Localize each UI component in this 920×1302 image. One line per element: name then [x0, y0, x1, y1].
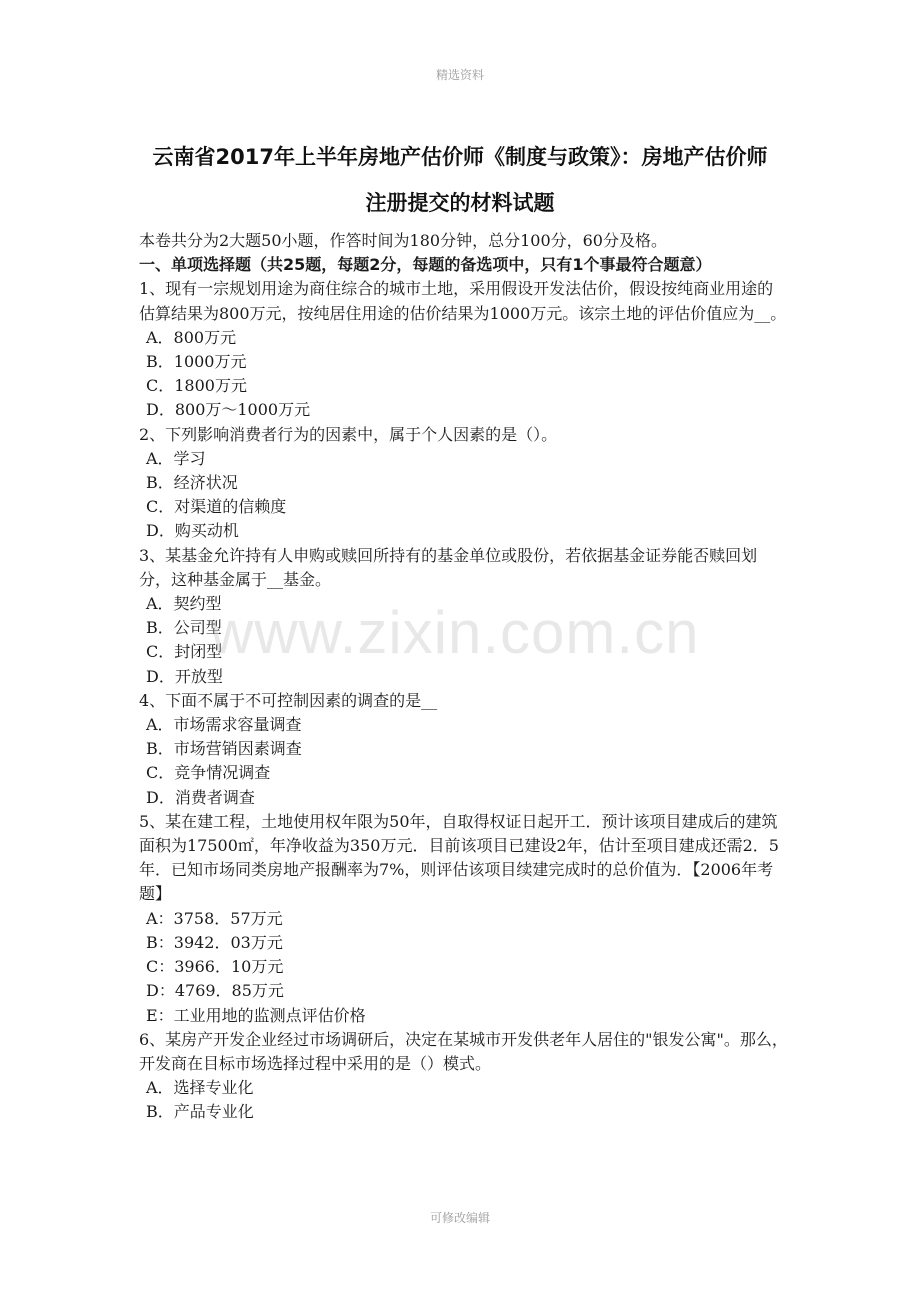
- answer-option: A．选择专业化: [146, 1078, 254, 1098]
- page-footer-note: 可修改编辑: [429, 1211, 490, 1225]
- watermark: www.zixin.com.cn: [210, 599, 700, 666]
- document-title-line-2: 注册提交的材料试题: [365, 191, 555, 215]
- question-stem: 2、下列影响消费者行为的因素中，属于个人因素的是（）。: [139, 424, 558, 444]
- question-stem: 5、某在建工程，土地使用权年限为50年，自取得权证日起开工．预计该项目建成后的建筑面积为17500㎡，年净收益为350万元．目前该项目已建设2年，估计至项目建成还需2．5年．已知市场同类房地产报酬率为7%，则评估该项目续建完成时的总价值为．【2006年考题】: [139, 811, 779, 904]
- answer-option: A：3758．57万元: [146, 908, 283, 928]
- answer-option: A．契约型: [146, 594, 222, 614]
- question-stem: 1、现有一宗规划用途为商住综合的城市土地，采用假设开发法估价，假设按纯商业用途的估算结果为800万元，按纯居住用途的估价结果为1000万元。该宗土地的评估价值应为__。: [139, 279, 787, 323]
- answer-option: C：3966．10万元: [146, 957, 284, 977]
- answer-option: C．竞争情况调查: [146, 763, 271, 783]
- answer-option: D．开放型: [146, 666, 223, 686]
- question-list: [139, 277, 789, 1124]
- question-stem: 4、下面不属于不可控制因素的调查的是__: [139, 690, 438, 710]
- answer-option: B．经济状况: [146, 473, 238, 493]
- answer-option: B：3942．03万元: [146, 932, 283, 952]
- answer-option: A．学习: [146, 448, 206, 468]
- question-4: [139, 689, 789, 810]
- exam-content: [139, 229, 789, 1125]
- answer-option: C．对渠道的信赖度: [146, 497, 287, 517]
- question-stem: 6、某房产开发企业经过市场调研后，决定在某城市开发供老年人居住的"银发公寓"。那么，开发商在目标市场选择过程中采用的是（）模式。: [139, 1029, 788, 1073]
- question-1: [139, 277, 789, 422]
- answer-option: D．800万～1000万元: [146, 400, 311, 420]
- page-header-note: 精选资料: [435, 68, 484, 82]
- question-6: [139, 1028, 789, 1125]
- answer-option: B．公司型: [146, 618, 222, 638]
- answer-option: E：工业用地的监测点评估价格: [146, 1005, 366, 1025]
- answer-option: A．市场需求容量调查: [146, 715, 302, 735]
- answer-option: B．1000万元: [146, 352, 247, 372]
- answer-option: A．800万元: [146, 327, 237, 347]
- document-title-line-1: 云南省2017年上半年房地产估价师《制度与政策》：房地产估价师: [152, 145, 768, 169]
- question-3: [139, 544, 789, 689]
- question-stem: 3、某基金允许持有人申购或赎回所持有的基金单位或股份，若依据基金证券能否赎回划分，这种基金属于__基金。: [139, 545, 758, 589]
- answer-option: B．市场营销因素调查: [146, 739, 302, 759]
- question-2: [139, 423, 789, 544]
- answer-option: C．封闭型: [146, 642, 223, 662]
- answer-option: D．消费者调查: [146, 787, 255, 807]
- answer-option: B．产品专业化: [146, 1102, 254, 1122]
- question-5: [139, 810, 789, 1028]
- exam-intro: 本卷共分为2大题50小题，作答时间为180分钟，总分100分，60分及格。: [139, 231, 667, 250]
- answer-option: D．购买动机: [146, 521, 239, 541]
- section-heading-single-choice: 一、单项选择题（共25题，每题2分，每题的备选项中，只有1个事最符合题意）: [139, 255, 712, 275]
- answer-option: C．1800万元: [146, 376, 247, 396]
- answer-option: D：4769．85万元: [146, 981, 284, 1001]
